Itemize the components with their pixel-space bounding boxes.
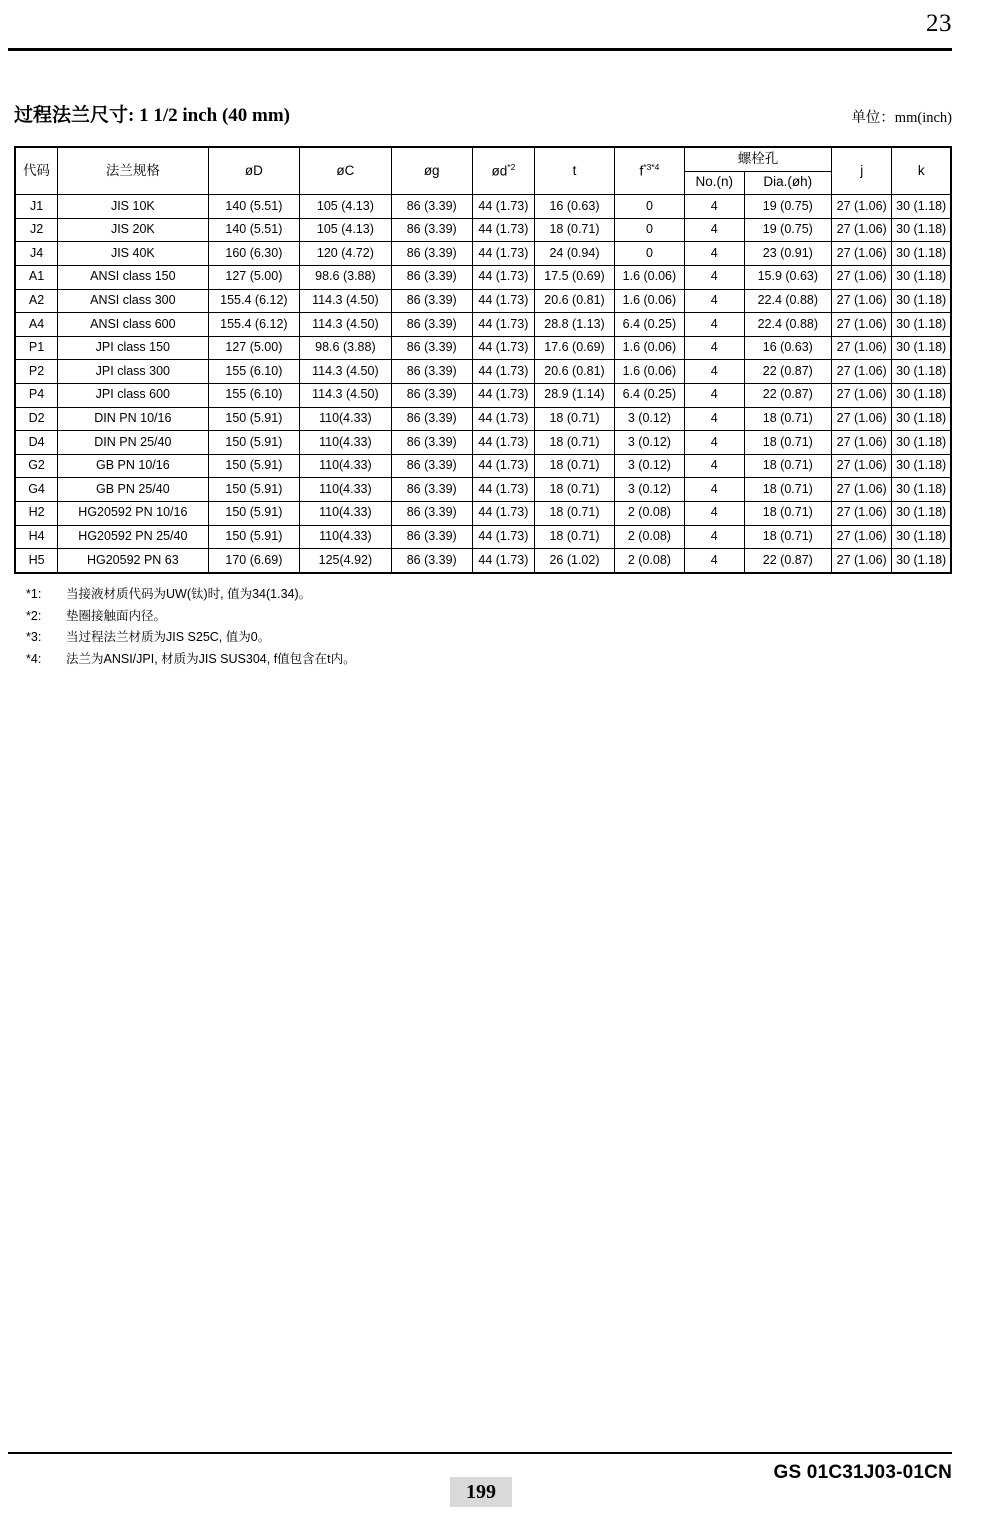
cell-od2: 44 (1.73) — [472, 478, 534, 502]
cell-t: 24 (0.94) — [535, 242, 615, 266]
cell-og: 86 (3.39) — [391, 525, 472, 549]
footnote — [26, 584, 356, 606]
footnote — [26, 627, 356, 649]
cell-j: 27 (1.06) — [831, 195, 891, 219]
cell-t: 18 (0.71) — [535, 501, 615, 525]
table-row — [15, 454, 951, 478]
cell-spec: DIN PN 25/40 — [58, 431, 208, 455]
cell-code: A1 — [15, 265, 58, 289]
cell-og: 86 (3.39) — [391, 242, 472, 266]
col-header-bolt-no: No.(n) — [684, 171, 744, 195]
cell-oc: 110(4.33) — [300, 525, 392, 549]
table-body — [15, 195, 951, 573]
cell-og: 86 (3.39) — [391, 454, 472, 478]
cell-spec: JIS 10K — [58, 195, 208, 219]
footnote-text: 法兰为ANSI/JPI, 材质为JIS SUS304, f值包含在t内。 — [66, 651, 356, 666]
cell-k: 30 (1.18) — [892, 265, 951, 289]
cell-spec: HG20592 PN 10/16 — [58, 501, 208, 525]
cell-f: 3 (0.12) — [614, 407, 684, 431]
cell-od: 150 (5.91) — [208, 525, 300, 549]
cell-f: 3 (0.12) — [614, 454, 684, 478]
cell-od2: 44 (1.73) — [472, 265, 534, 289]
footnote — [26, 649, 356, 671]
cell-og: 86 (3.39) — [391, 360, 472, 384]
cell-od: 140 (5.51) — [208, 218, 300, 242]
cell-bolt-no: 4 — [684, 383, 744, 407]
cell-bolt-dia: 16 (0.63) — [744, 336, 831, 360]
cell-j: 27 (1.06) — [831, 313, 891, 337]
cell-t: 17.5 (0.69) — [535, 265, 615, 289]
cell-od: 140 (5.51) — [208, 195, 300, 219]
cell-f: 3 (0.12) — [614, 478, 684, 502]
cell-code: H4 — [15, 525, 58, 549]
cell-k: 30 (1.18) — [892, 289, 951, 313]
col-header-og: øg — [391, 147, 472, 195]
cell-oc: 105 (4.13) — [300, 195, 392, 219]
cell-j: 27 (1.06) — [831, 336, 891, 360]
col-header-k: k — [892, 147, 951, 195]
cell-bolt-no: 4 — [684, 478, 744, 502]
cell-spec: HG20592 PN 63 — [58, 549, 208, 573]
cell-og: 86 (3.39) — [391, 501, 472, 525]
cell-code: P1 — [15, 336, 58, 360]
cell-f: 2 (0.08) — [614, 525, 684, 549]
col-header-f — [614, 147, 684, 195]
flange-dimension-table-wrapper — [14, 146, 952, 574]
cell-code: J4 — [15, 242, 58, 266]
cell-code: D2 — [15, 407, 58, 431]
col-header-od2-base: ød — [491, 163, 508, 179]
unit-note: 单位：mm(inch) — [851, 110, 952, 126]
cell-f: 1.6 (0.06) — [614, 289, 684, 313]
cell-oc: 98.6 (3.88) — [300, 336, 392, 360]
cell-og: 86 (3.39) — [391, 549, 472, 573]
cell-t: 18 (0.71) — [535, 431, 615, 455]
cell-j: 27 (1.06) — [831, 242, 891, 266]
col-header-f-sup: *3*4 — [643, 161, 660, 172]
cell-bolt-dia: 22 (0.87) — [744, 383, 831, 407]
cell-j: 27 (1.06) — [831, 501, 891, 525]
col-header-code: 代码 — [15, 147, 58, 195]
cell-k: 30 (1.18) — [892, 313, 951, 337]
cell-bolt-dia: 22 (0.87) — [744, 360, 831, 384]
cell-od: 127 (5.00) — [208, 336, 300, 360]
cell-og: 86 (3.39) — [391, 431, 472, 455]
cell-t: 26 (1.02) — [535, 549, 615, 573]
cell-f: 1.6 (0.06) — [614, 360, 684, 384]
cell-oc: 98.6 (3.88) — [300, 265, 392, 289]
cell-og: 86 (3.39) — [391, 336, 472, 360]
table-row — [15, 218, 951, 242]
table-row — [15, 501, 951, 525]
cell-j: 27 (1.06) — [831, 431, 891, 455]
table-row — [15, 289, 951, 313]
cell-bolt-no: 4 — [684, 501, 744, 525]
cell-code: A2 — [15, 289, 58, 313]
cell-f: 6.4 (0.25) — [614, 383, 684, 407]
cell-spec: ANSI class 300 — [58, 289, 208, 313]
cell-k: 30 (1.18) — [892, 525, 951, 549]
cell-t: 20.6 (0.81) — [535, 289, 615, 313]
cell-k: 30 (1.18) — [892, 407, 951, 431]
cell-spec: JIS 20K — [58, 218, 208, 242]
footnote-text: 当过程法兰材质为JIS S25C, 值为0。 — [66, 630, 271, 644]
footnote-key: *2: — [26, 608, 42, 623]
col-header-f-base: f — [639, 163, 644, 179]
cell-code: H2 — [15, 501, 58, 525]
cell-od: 150 (5.91) — [208, 431, 300, 455]
cell-od: 150 (5.91) — [208, 407, 300, 431]
col-header-spec: 法兰规格 — [58, 147, 208, 195]
cell-og: 86 (3.39) — [391, 195, 472, 219]
cell-bolt-no: 4 — [684, 265, 744, 289]
cell-od2: 44 (1.73) — [472, 218, 534, 242]
cell-spec: JPI class 150 — [58, 336, 208, 360]
cell-k: 30 (1.18) — [892, 242, 951, 266]
cell-j: 27 (1.06) — [831, 289, 891, 313]
cell-og: 86 (3.39) — [391, 407, 472, 431]
cell-j: 27 (1.06) — [831, 265, 891, 289]
footnote-key: *3: — [26, 630, 42, 644]
cell-oc: 110(4.33) — [300, 431, 392, 455]
footnote-text: 垫圈接触面内径。 — [66, 608, 167, 623]
cell-spec: ANSI class 600 — [58, 313, 208, 337]
cell-k: 30 (1.18) — [892, 195, 951, 219]
footnotes-block — [26, 584, 356, 670]
cell-spec: GB PN 25/40 — [58, 478, 208, 502]
cell-od2: 44 (1.73) — [472, 360, 534, 384]
cell-t: 18 (0.71) — [535, 478, 615, 502]
cell-t: 28.9 (1.14) — [535, 383, 615, 407]
cell-od2: 44 (1.73) — [472, 407, 534, 431]
cell-t: 16 (0.63) — [535, 195, 615, 219]
cell-k: 30 (1.18) — [892, 360, 951, 384]
cell-bolt-no: 4 — [684, 242, 744, 266]
cell-oc: 125(4.92) — [300, 549, 392, 573]
cell-bolt-dia: 18 (0.71) — [744, 407, 831, 431]
cell-f: 6.4 (0.25) — [614, 313, 684, 337]
header-page-number: 23 — [926, 10, 952, 37]
cell-og: 86 (3.39) — [391, 218, 472, 242]
cell-j: 27 (1.06) — [831, 454, 891, 478]
table-row — [15, 360, 951, 384]
cell-og: 86 (3.39) — [391, 289, 472, 313]
cell-og: 86 (3.39) — [391, 478, 472, 502]
cell-bolt-dia: 22.4 (0.88) — [744, 289, 831, 313]
cell-j: 27 (1.06) — [831, 218, 891, 242]
cell-od: 155.4 (6.12) — [208, 313, 300, 337]
footnote — [26, 606, 356, 628]
cell-oc: 114.3 (4.50) — [300, 360, 392, 384]
footnote-text: 当接液材质代码为UW(钛)时, 值为34(1.34)。 — [66, 587, 312, 601]
cell-j: 27 (1.06) — [831, 383, 891, 407]
cell-bolt-dia: 22.4 (0.88) — [744, 313, 831, 337]
cell-bolt-dia: 19 (0.75) — [744, 195, 831, 219]
cell-k: 30 (1.18) — [892, 431, 951, 455]
table-row — [15, 336, 951, 360]
cell-oc: 114.3 (4.50) — [300, 383, 392, 407]
cell-code: P4 — [15, 383, 58, 407]
cell-spec: JPI class 300 — [58, 360, 208, 384]
cell-f: 1.6 (0.06) — [614, 336, 684, 360]
cell-bolt-dia: 18 (0.71) — [744, 525, 831, 549]
cell-k: 30 (1.18) — [892, 478, 951, 502]
table-row — [15, 195, 951, 219]
cell-bolt-dia: 22 (0.87) — [744, 549, 831, 573]
cell-od: 150 (5.91) — [208, 501, 300, 525]
cell-bolt-no: 4 — [684, 525, 744, 549]
cell-oc: 110(4.33) — [300, 454, 392, 478]
col-header-oc: øC — [300, 147, 392, 195]
cell-j: 27 (1.06) — [831, 478, 891, 502]
footer-page-number: 199 — [450, 1477, 512, 1507]
cell-code: G4 — [15, 478, 58, 502]
table-row — [15, 549, 951, 573]
col-header-od2 — [472, 147, 534, 195]
table-row — [15, 265, 951, 289]
cell-t: 18 (0.71) — [535, 407, 615, 431]
cell-bolt-no: 4 — [684, 360, 744, 384]
footnote-key: *4: — [26, 651, 42, 666]
table-header — [15, 147, 951, 195]
cell-od: 160 (6.30) — [208, 242, 300, 266]
cell-od2: 44 (1.73) — [472, 313, 534, 337]
cell-og: 86 (3.39) — [391, 313, 472, 337]
cell-code: H5 — [15, 549, 58, 573]
cell-bolt-no: 4 — [684, 289, 744, 313]
cell-od2: 44 (1.73) — [472, 549, 534, 573]
cell-oc: 110(4.33) — [300, 407, 392, 431]
cell-bolt-dia: 18 (0.71) — [744, 454, 831, 478]
cell-k: 30 (1.18) — [892, 549, 951, 573]
cell-bolt-dia: 18 (0.71) — [744, 501, 831, 525]
cell-t: 18 (0.71) — [535, 454, 615, 478]
cell-j: 27 (1.06) — [831, 549, 891, 573]
cell-f: 3 (0.12) — [614, 431, 684, 455]
table-row — [15, 525, 951, 549]
cell-oc: 120 (4.72) — [300, 242, 392, 266]
page-title: 过程法兰尺寸: 1 1/2 inch (40 mm) — [14, 105, 291, 126]
cell-od: 155.4 (6.12) — [208, 289, 300, 313]
cell-k: 30 (1.18) — [892, 501, 951, 525]
cell-code: J1 — [15, 195, 58, 219]
cell-od2: 44 (1.73) — [472, 289, 534, 313]
cell-od: 155 (6.10) — [208, 360, 300, 384]
flange-dimension-table — [14, 146, 952, 574]
cell-od: 155 (6.10) — [208, 383, 300, 407]
cell-bolt-dia: 15.9 (0.63) — [744, 265, 831, 289]
cell-oc: 110(4.33) — [300, 478, 392, 502]
cell-k: 30 (1.18) — [892, 218, 951, 242]
footnote-key: *1: — [26, 587, 42, 601]
cell-bolt-no: 4 — [684, 218, 744, 242]
cell-f: 2 (0.08) — [614, 501, 684, 525]
cell-t: 28.8 (1.13) — [535, 313, 615, 337]
table-header-row — [15, 147, 951, 171]
cell-code: A4 — [15, 313, 58, 337]
cell-od2: 44 (1.73) — [472, 242, 534, 266]
cell-bolt-no: 4 — [684, 454, 744, 478]
cell-oc: 114.3 (4.50) — [300, 289, 392, 313]
cell-k: 30 (1.18) — [892, 383, 951, 407]
cell-code: G2 — [15, 454, 58, 478]
cell-t: 18 (0.71) — [535, 218, 615, 242]
cell-od2: 44 (1.73) — [472, 431, 534, 455]
cell-t: 20.6 (0.81) — [535, 360, 615, 384]
cell-bolt-no: 4 — [684, 313, 744, 337]
col-header-t: t — [535, 147, 615, 195]
footer-document-code: GS 01C31J03-01CN — [773, 1462, 952, 1483]
cell-bolt-no: 4 — [684, 431, 744, 455]
cell-oc: 114.3 (4.50) — [300, 313, 392, 337]
table-row — [15, 478, 951, 502]
cell-spec: DIN PN 10/16 — [58, 407, 208, 431]
cell-j: 27 (1.06) — [831, 525, 891, 549]
cell-od2: 44 (1.73) — [472, 195, 534, 219]
cell-od: 150 (5.91) — [208, 454, 300, 478]
cell-spec: GB PN 10/16 — [58, 454, 208, 478]
cell-bolt-no: 4 — [684, 549, 744, 573]
cell-od2: 44 (1.73) — [472, 501, 534, 525]
cell-spec: ANSI class 150 — [58, 265, 208, 289]
cell-f: 1.6 (0.06) — [614, 265, 684, 289]
cell-code: J2 — [15, 218, 58, 242]
cell-t: 18 (0.71) — [535, 525, 615, 549]
cell-od2: 44 (1.73) — [472, 383, 534, 407]
table-row — [15, 407, 951, 431]
cell-spec: HG20592 PN 25/40 — [58, 525, 208, 549]
cell-k: 30 (1.18) — [892, 336, 951, 360]
col-header-j: j — [831, 147, 891, 195]
cell-og: 86 (3.39) — [391, 383, 472, 407]
cell-od2: 44 (1.73) — [472, 336, 534, 360]
footer-divider — [8, 1452, 952, 1454]
cell-f: 0 — [614, 218, 684, 242]
cell-bolt-dia: 23 (0.91) — [744, 242, 831, 266]
cell-bolt-no: 4 — [684, 407, 744, 431]
table-row — [15, 242, 951, 266]
cell-og: 86 (3.39) — [391, 265, 472, 289]
cell-j: 27 (1.06) — [831, 360, 891, 384]
cell-oc: 105 (4.13) — [300, 218, 392, 242]
cell-od2: 44 (1.73) — [472, 525, 534, 549]
cell-spec: JIS 40K — [58, 242, 208, 266]
cell-k: 30 (1.18) — [892, 454, 951, 478]
cell-bolt-dia: 18 (0.71) — [744, 478, 831, 502]
cell-j: 27 (1.06) — [831, 407, 891, 431]
header-divider — [8, 48, 952, 51]
cell-oc: 110(4.33) — [300, 501, 392, 525]
cell-bolt-no: 4 — [684, 195, 744, 219]
cell-t: 17.6 (0.69) — [535, 336, 615, 360]
cell-code: P2 — [15, 360, 58, 384]
cell-od: 127 (5.00) — [208, 265, 300, 289]
cell-od: 170 (6.69) — [208, 549, 300, 573]
cell-f: 2 (0.08) — [614, 549, 684, 573]
col-header-bolt-dia: Dia.(øh) — [744, 171, 831, 195]
cell-spec: JPI class 600 — [58, 383, 208, 407]
table-row — [15, 313, 951, 337]
cell-code: D4 — [15, 431, 58, 455]
col-header-od2-sup: *2 — [507, 161, 516, 172]
cell-bolt-dia: 19 (0.75) — [744, 218, 831, 242]
table-row — [15, 383, 951, 407]
cell-f: 0 — [614, 242, 684, 266]
cell-f: 0 — [614, 195, 684, 219]
col-header-bolt-group: 螺栓孔 — [684, 147, 831, 171]
cell-bolt-dia: 18 (0.71) — [744, 431, 831, 455]
table-row — [15, 431, 951, 455]
cell-od: 150 (5.91) — [208, 478, 300, 502]
cell-bolt-no: 4 — [684, 336, 744, 360]
col-header-od: øD — [208, 147, 300, 195]
cell-od2: 44 (1.73) — [472, 454, 534, 478]
